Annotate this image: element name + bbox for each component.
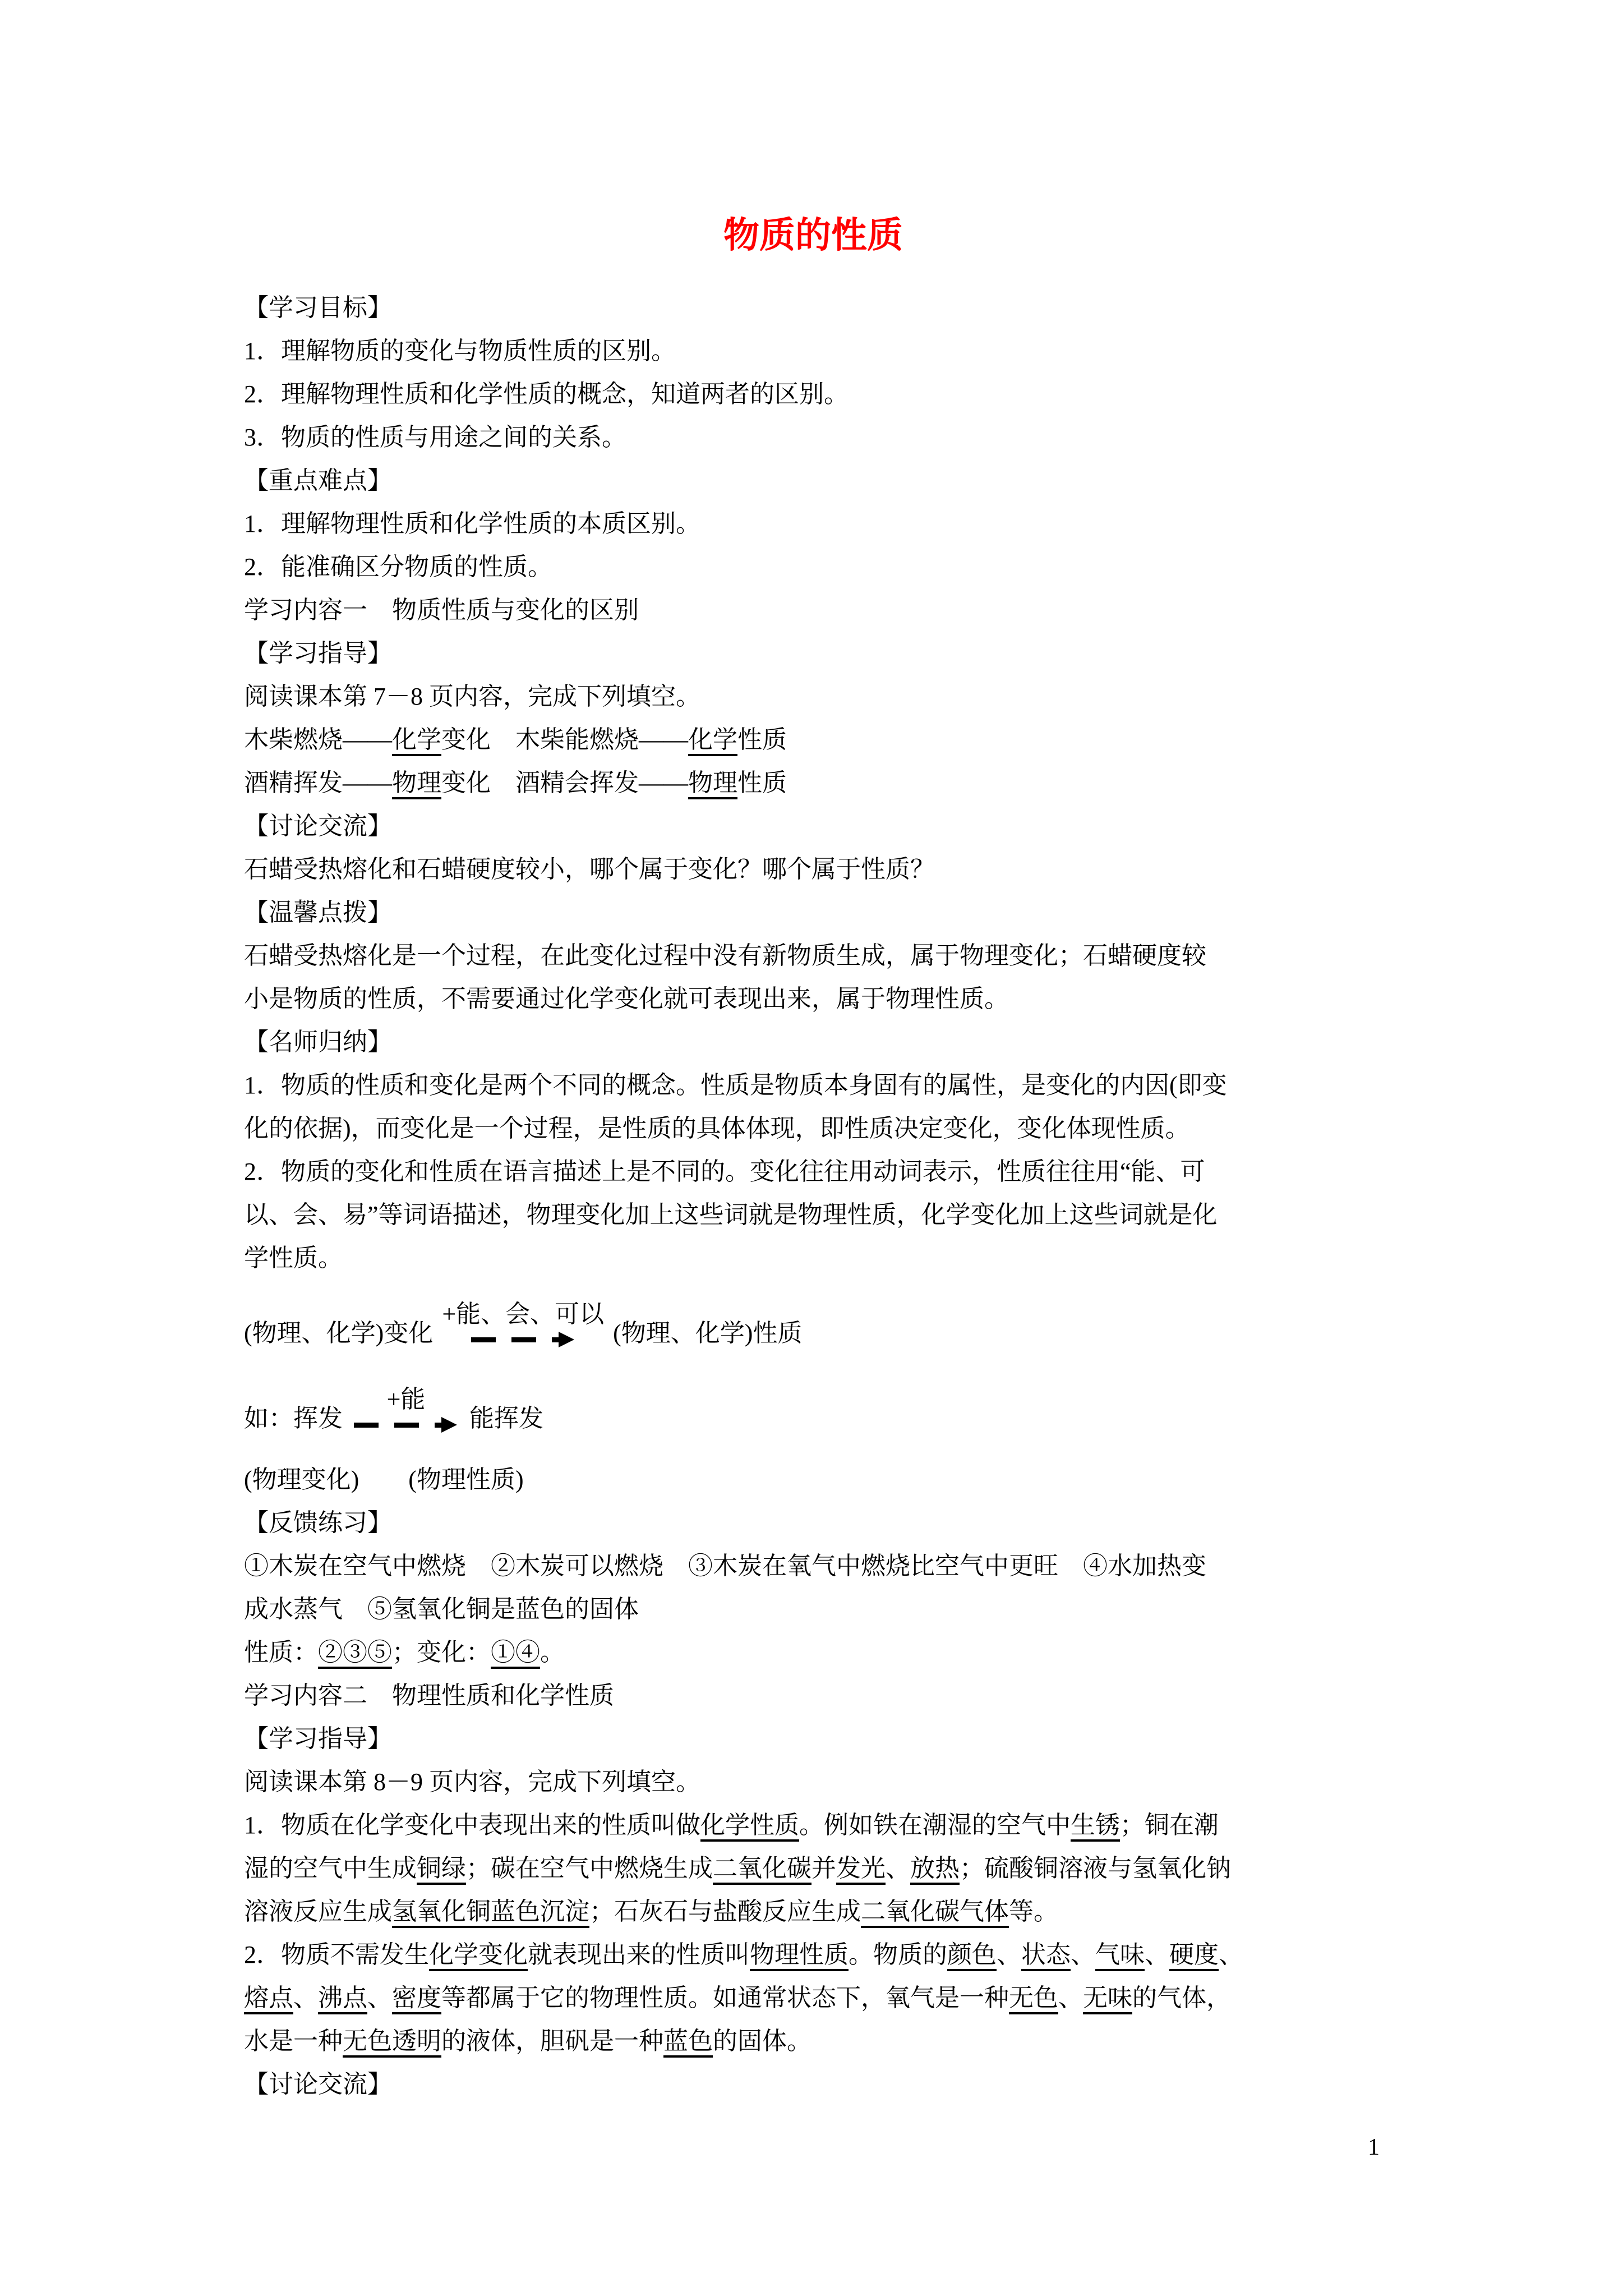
text-segment: 酒精会挥发—— bbox=[515, 769, 688, 797]
summary-1-line-2 bbox=[244, 1107, 1382, 1150]
text-segment: 木柴能燃烧—— bbox=[515, 726, 688, 753]
text-segment: 化的依据)，而变化是一个过程，是性质的具体体现，即性质决定变化，变化体现性质。 bbox=[244, 1115, 1190, 1142]
page-number: 1 bbox=[1368, 2134, 1380, 2160]
text-segment: 3．物质的性质与用途之间的关系。 bbox=[244, 424, 626, 451]
filled-blank-answer: 无味 bbox=[1083, 1984, 1132, 2014]
document-content bbox=[244, 0, 1382, 2106]
dashed-right-arrow-icon bbox=[354, 1423, 444, 1428]
text-segment: 、 bbox=[997, 1941, 1021, 1968]
filled-blank-answer: 蓝色 bbox=[663, 2027, 713, 2058]
text-segment: ；硫酸铜溶液与氢氧化钠 bbox=[960, 1855, 1231, 1882]
text-segment: ；变化： bbox=[392, 1639, 491, 1666]
text-segment: 水是一种 bbox=[244, 2027, 343, 2055]
text-segment: 1．理解物理性质和化学性质的本质区别。 bbox=[244, 510, 700, 537]
goal-1 bbox=[244, 329, 1382, 372]
text-segment: 的固体。 bbox=[713, 2027, 811, 2055]
text-segment: 。 bbox=[540, 1639, 565, 1666]
physical-property-line-2 bbox=[244, 1976, 1382, 2019]
change-to-property-formula bbox=[244, 1297, 1382, 1351]
chemical-property-line-3 bbox=[244, 1890, 1382, 1933]
change-to-property-formula-over-label: +能、会、可以 bbox=[442, 1300, 605, 1328]
chemical-property-line-2 bbox=[244, 1847, 1382, 1890]
hint-text-line-1 bbox=[244, 934, 1382, 977]
feedback-practice-header bbox=[244, 1501, 1382, 1544]
practice-items-line-1 bbox=[244, 1544, 1382, 1588]
volatilize-example-formula-right-text: 能挥发 bbox=[469, 1405, 543, 1432]
text-segment: 2．物质不需发生 bbox=[244, 1941, 429, 1968]
filled-blank-answer: 化学变化 bbox=[429, 1941, 528, 1971]
content-1-heading bbox=[244, 588, 1382, 632]
text-segment: 、 bbox=[1219, 1941, 1243, 1968]
reading-instruction-1 bbox=[244, 675, 1382, 718]
dashed-right-arrow-icon bbox=[471, 1337, 561, 1342]
key-difficulties-header bbox=[244, 459, 1382, 502]
filled-blank-answer: 状态 bbox=[1021, 1941, 1071, 1971]
text-segment: 2．能准确区分物质的性质。 bbox=[244, 553, 552, 581]
filled-blank-answer: 发光 bbox=[836, 1855, 886, 1885]
text-segment: 湿的空气中生成 bbox=[244, 1855, 417, 1882]
volatilize-example-formula bbox=[244, 1383, 1382, 1437]
text-segment: 阅读课本第 8－9 页内容，完成下列填空。 bbox=[244, 1768, 700, 1796]
text-segment: 溶液反应生成 bbox=[244, 1898, 392, 1925]
filled-blank-answer: 气味 bbox=[1095, 1941, 1145, 1971]
text-segment: 2．理解物理性质和化学性质的概念，知道两者的区别。 bbox=[244, 380, 849, 408]
volatilize-example-formula-over-label: +能 bbox=[386, 1386, 426, 1413]
text-segment: 1．理解物质的变化与物质性质的区别。 bbox=[244, 337, 676, 365]
filled-blank-answer: 无色透明 bbox=[343, 2027, 441, 2058]
text-segment: 酒精挥发—— bbox=[244, 769, 392, 797]
text-segment: 【学习指导】 bbox=[244, 639, 392, 667]
text-segment: 性质 bbox=[737, 769, 787, 797]
filled-blank-answer: ②③⑤ bbox=[318, 1639, 392, 1669]
filled-blank-answer: 物理 bbox=[688, 769, 737, 799]
volatilize-example-formula-left-text: 如：挥发 bbox=[244, 1405, 343, 1432]
goal-3 bbox=[244, 416, 1382, 459]
filled-blank-answer: 熔点 bbox=[244, 1984, 293, 2014]
change-to-property-formula-right-text: (物理、化学)性质 bbox=[613, 1319, 803, 1347]
text-segment: 石蜡受热熔化和石蜡硬度较小，哪个属于变化？哪个属于性质？ bbox=[244, 855, 935, 883]
hint-text-line-2 bbox=[244, 977, 1382, 1020]
filled-blank-answer: 无色 bbox=[1009, 1984, 1058, 2014]
text-segment: 。例如铁在潮湿的空气中 bbox=[799, 1811, 1071, 1839]
text-segment: 【反馈练习】 bbox=[244, 1509, 392, 1536]
text-segment: 、 bbox=[1145, 1941, 1169, 1968]
goal-2 bbox=[244, 372, 1382, 416]
discussion-question-1 bbox=[244, 848, 1382, 891]
text-segment: (物理变化) (物理性质) bbox=[244, 1466, 524, 1493]
filled-blank-answer: 铜绿 bbox=[417, 1855, 466, 1885]
learning-goals-header bbox=[244, 286, 1382, 329]
filled-blank-answer: 二氧化碳 bbox=[713, 1855, 811, 1885]
text-segment: 2．物质的变化和性质在语言描述上是不同的。变化往往用动词表示，性质往往用“能、可 bbox=[244, 1158, 1205, 1185]
text-segment: 变化 bbox=[441, 726, 515, 753]
summary-1-line-1 bbox=[244, 1064, 1382, 1107]
summary-2-line-1 bbox=[244, 1150, 1382, 1193]
text-segment: 小是物质的性质，不需要通过化学变化就可表现出来，属于物理性质。 bbox=[244, 985, 1009, 1013]
content-2-heading bbox=[244, 1674, 1382, 1717]
filled-blank-answer: 沸点 bbox=[318, 1984, 367, 2014]
summary-2-line-3 bbox=[244, 1236, 1382, 1280]
text-segment: 、 bbox=[886, 1855, 910, 1882]
text-segment: 1．物质在化学变化中表现出来的性质叫做 bbox=[244, 1811, 700, 1839]
summary-2-line-2 bbox=[244, 1193, 1382, 1236]
text-segment: ；碳在空气中燃烧生成 bbox=[466, 1855, 713, 1882]
text-segment: 【讨论交流】 bbox=[244, 2070, 392, 2098]
text-segment: 变化 bbox=[441, 769, 515, 797]
filled-blank-answer: 化学性质 bbox=[700, 1811, 799, 1842]
discussion-header-1 bbox=[244, 804, 1382, 848]
discussion-header-2 bbox=[244, 2063, 1382, 2106]
text-segment: 、 bbox=[1058, 1984, 1083, 2012]
text-segment: 木柴燃烧—— bbox=[244, 726, 392, 753]
filled-blank-answer: 氢氧化铜蓝色沉淀 bbox=[392, 1898, 589, 1928]
study-guide-header-1 bbox=[244, 632, 1382, 675]
filled-blank-answer: 放热 bbox=[910, 1855, 960, 1885]
text-segment: 【学习指导】 bbox=[244, 1725, 392, 1752]
filled-blank-answer: 密度 bbox=[392, 1984, 441, 2014]
text-segment: 【学习目标】 bbox=[244, 294, 392, 321]
filled-blank-answer: 化学 bbox=[392, 726, 441, 756]
filled-blank-answer: 二氧化碳气体 bbox=[861, 1898, 1009, 1928]
change-to-property-formula-left-text: (物理、化学)变化 bbox=[244, 1319, 434, 1347]
text-segment: 学习内容二 物理性质和化学性质 bbox=[244, 1682, 614, 1709]
text-segment: ；石灰石与盐酸反应生成 bbox=[589, 1898, 861, 1925]
difficulty-1 bbox=[244, 502, 1382, 545]
chemical-property-line-1 bbox=[244, 1803, 1382, 1847]
physical-property-line-1 bbox=[244, 1933, 1382, 1976]
change-to-property-formula-arrow-group bbox=[442, 1300, 604, 1351]
text-segment: 【名师归纳】 bbox=[244, 1028, 392, 1056]
reading-instruction-2 bbox=[244, 1760, 1382, 1803]
fill-blank-wood bbox=[244, 718, 1382, 761]
filled-blank-answer: ①④ bbox=[491, 1639, 540, 1669]
filled-blank-answer: 颜色 bbox=[947, 1941, 997, 1971]
text-segment: 的液体，胆矾是一种 bbox=[441, 2027, 663, 2055]
filled-blank-answer: 生锈 bbox=[1071, 1811, 1120, 1842]
text-segment: 并 bbox=[811, 1855, 836, 1882]
teacher-summary-header bbox=[244, 1020, 1382, 1064]
document-body bbox=[244, 286, 1382, 2106]
text-segment: 、 bbox=[367, 1984, 392, 2012]
text-segment: 学习内容一 物质性质与变化的区别 bbox=[244, 596, 639, 624]
text-segment: 1．物质的性质和变化是两个不同的概念。性质是物质本身固有的属性，是变化的内因(即变 bbox=[244, 1071, 1227, 1099]
study-guide-header-2 bbox=[244, 1717, 1382, 1760]
filled-blank-answer: 物理 bbox=[392, 769, 441, 799]
practice-answer-line bbox=[244, 1631, 1382, 1674]
text-segment: 就表现出来的性质叫 bbox=[528, 1941, 750, 1968]
text-segment: 成水蒸气 ⑤氢氧化铜是蓝色的固体 bbox=[244, 1595, 639, 1623]
text-segment: 学性质。 bbox=[244, 1244, 343, 1272]
filled-blank-answer: 物理性质 bbox=[750, 1941, 849, 1971]
text-segment: 性质 bbox=[737, 726, 787, 753]
filled-blank-answer: 硬度 bbox=[1169, 1941, 1219, 1971]
text-segment: 等。 bbox=[1009, 1898, 1058, 1925]
text-segment: 【温馨点拨】 bbox=[244, 899, 392, 926]
volatilize-example-formula-arrow-group bbox=[352, 1386, 460, 1437]
filled-blank-answer: 化学 bbox=[688, 726, 737, 756]
text-segment: 以、会、易”等词语描述，物理变化加上这些词就是物理性质，化学变化加上这些词就是化 bbox=[244, 1201, 1218, 1228]
hint-header bbox=[244, 891, 1382, 934]
text-segment: ；铜在潮 bbox=[1120, 1811, 1219, 1839]
fill-blank-alcohol bbox=[244, 761, 1382, 804]
text-segment: 【讨论交流】 bbox=[244, 812, 392, 840]
practice-items-line-2 bbox=[244, 1588, 1382, 1631]
text-segment: 、 bbox=[1071, 1941, 1095, 1968]
difficulty-2 bbox=[244, 545, 1382, 588]
text-segment: 。物质的 bbox=[849, 1941, 947, 1968]
text-segment: 的气体， bbox=[1132, 1984, 1231, 2012]
formula-caption-line bbox=[244, 1458, 1382, 1501]
text-segment: 、 bbox=[293, 1984, 318, 2012]
text-segment: 石蜡受热熔化是一个过程，在此变化过程中没有新物质生成，属于物理变化；石蜡硬度较 bbox=[244, 942, 1206, 969]
physical-property-line-3 bbox=[244, 2019, 1382, 2063]
text-segment: ①木炭在空气中燃烧 ②木炭可以燃烧 ③木炭在氧气中燃烧比空气中更旺 ④水加热变 bbox=[244, 1552, 1206, 1580]
page-title: 物质的性质 bbox=[723, 215, 903, 255]
text-segment: 性质： bbox=[244, 1639, 318, 1666]
text-segment: 阅读课本第 7－8 页内容，完成下列填空。 bbox=[244, 683, 700, 710]
text-segment: 等都属于它的物理性质。如通常状态下，氧气是一种 bbox=[441, 1984, 1009, 2012]
text-segment: 【重点难点】 bbox=[244, 467, 392, 494]
